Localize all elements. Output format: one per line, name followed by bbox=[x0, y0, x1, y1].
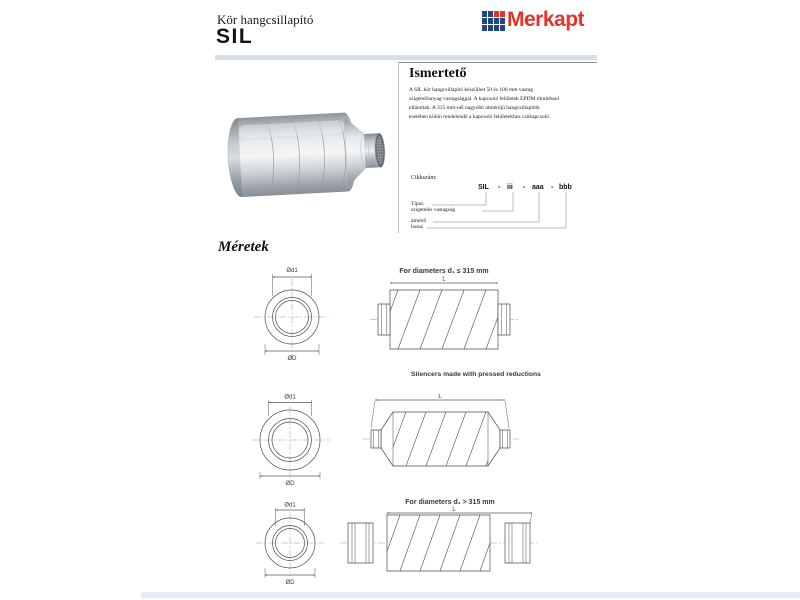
silencer-product-photo bbox=[213, 62, 399, 238]
dim-label-D: ØD bbox=[285, 481, 295, 487]
description-text bbox=[409, 86, 597, 122]
silencer-body-illustration bbox=[226, 111, 387, 198]
dim-label-L: L bbox=[438, 394, 442, 400]
dimensions-heading: Méretek bbox=[218, 239, 269, 255]
code-part-type: SIL bbox=[478, 184, 489, 191]
dim-label-D: ØD bbox=[287, 356, 297, 362]
legend-item-type: Típus bbox=[411, 201, 424, 207]
code-separator: - bbox=[498, 184, 501, 191]
code-part-insulation: iii bbox=[507, 184, 513, 191]
column-divider bbox=[398, 62, 399, 233]
legend-item-insulation: szigetelés vastagság bbox=[411, 207, 456, 213]
dim-label-d1: Ød1 bbox=[284, 394, 296, 401]
dim-label-D: ØD bbox=[285, 580, 295, 586]
logo-grid-icon bbox=[482, 11, 505, 31]
merkapt-logo bbox=[482, 8, 584, 32]
description-heading: Ismertető bbox=[409, 66, 467, 81]
dim-label-d1: Ød1 bbox=[286, 268, 298, 274]
code-part-diameter: aaa bbox=[532, 184, 544, 191]
page-bottom-edge bbox=[141, 592, 800, 598]
dim-label-d1: Ød1 bbox=[284, 502, 296, 509]
logo-text: Merkapt bbox=[507, 8, 585, 31]
code-part-length: bbb bbox=[559, 184, 572, 191]
description-line: esetében külön rendelendő a kapcsoló felületekhez csőkapcsoló. bbox=[409, 114, 551, 120]
header-subtitle: Kör hangcsillapító bbox=[217, 12, 314, 27]
dim-label-L: L bbox=[452, 507, 456, 513]
page-title: SIL bbox=[216, 25, 254, 48]
description-line: ellátottak. A 315 mm-nél nagyobb átmérőjű hangcsillapítók bbox=[409, 105, 540, 111]
header-divider-bar bbox=[215, 55, 597, 60]
code-separator: - bbox=[523, 184, 526, 191]
drawing-small-diameter bbox=[248, 262, 560, 394]
ordering-label: Cikkszám: bbox=[411, 175, 437, 181]
legend-item-length: hossz bbox=[411, 224, 424, 230]
legend-item-diameter: átmérő bbox=[411, 218, 427, 224]
section-top-rule bbox=[398, 62, 597, 63]
ordering-legend-lines bbox=[403, 172, 597, 234]
drawing1-caption: For diameters d₁ ≤ 315 mm bbox=[399, 268, 489, 275]
drawing3-caption: For diameters d₁ > 315 mm bbox=[405, 499, 495, 506]
description-line: A SIL kör hangcsillapító készülhet 50 és 100 mm vastag bbox=[409, 87, 533, 93]
ordering-section bbox=[403, 172, 597, 234]
description-line: szigetelőanyag vastagsággal. A kapcsoló felületek EPDM tömítéssel bbox=[409, 96, 560, 102]
pressed-reductions-caption: Silencers made with pressed reductions bbox=[411, 371, 541, 378]
dim-label-L: L bbox=[442, 276, 446, 283]
code-separator: - bbox=[551, 184, 554, 191]
drawing-large-diameter bbox=[248, 496, 560, 600]
